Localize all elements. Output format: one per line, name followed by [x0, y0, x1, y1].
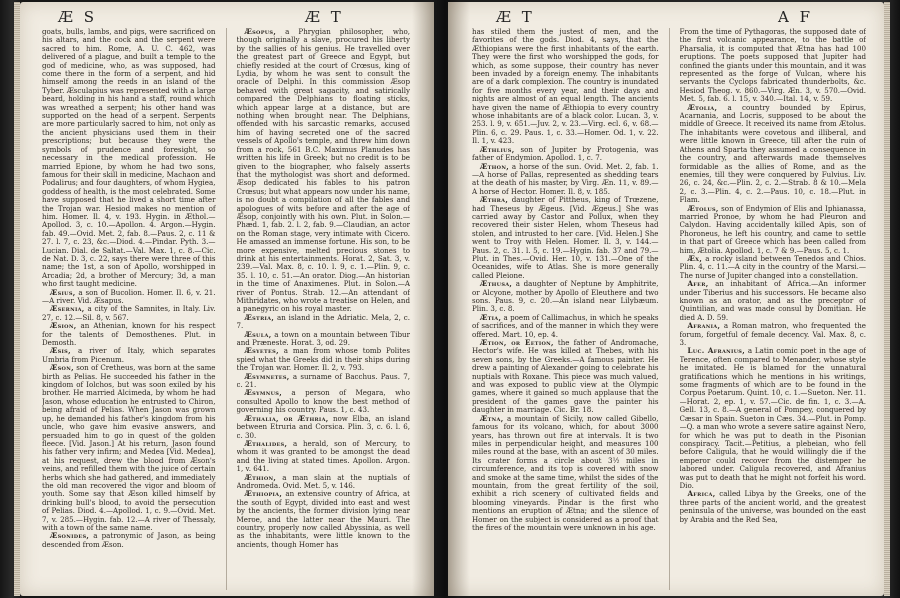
dictionary-entry [237, 28, 411, 314]
entry-headword: Æthra, [480, 195, 509, 205]
entry-headword: Æsymnus, [244, 388, 282, 398]
dictionary-entry [42, 322, 216, 347]
entry-text: a patronymic of Jason, as being descended from Æson. [42, 531, 216, 549]
entry-text: an island in the Adriatic. Mela, 2, c. 7. [236, 312, 410, 331]
dictionary-entry [42, 364, 216, 532]
dictionary-entry [237, 347, 411, 372]
entry-headword: Æthon, [480, 161, 509, 171]
dictionary-entry [680, 28, 867, 104]
entry-text: an extensive country of Africa, at the south of Egypt, divided into east and west by the ancients, the former division lying near Meroe, and the latter near the Mauri. The country, properly now called Abyssinia, as well as the inhabitants, were little known to the ancients, though Homer has [236, 489, 410, 549]
entry-text: a son of Bucolion. Homer. Il. 6, v. 21.—A river. Vid. Æsapus. [42, 287, 216, 305]
entry-text: son of Endymion of Elis and Iphianassa, married Pronoe, by whom he had Pleuron and Calydon. Having accidentally killed Apis, son of Phoroneus, he left his country, and came to settle in that part of Greece which has been called from him, Ætolia. Apollod. 1, c. 7 & 9.—Paus. 5, c. 1. [679, 203, 866, 255]
entry-headword: Æthalia, or Æthria, [244, 413, 329, 423]
entry-headword: Æthalides, [244, 438, 288, 448]
left-page-column-2 [237, 28, 411, 590]
entry-headword: Æsernia, [50, 304, 85, 314]
entry-headword: Ætolia, [687, 102, 718, 112]
entry-text: a poem of Callimachus, in which he speaks of sacrifices, and of the manner in which they were offered. Mart. 10, ep. 4. [472, 312, 659, 339]
entry-headword: Æthusa, [480, 279, 513, 289]
dictionary-entry [42, 289, 216, 306]
running-head-left-right: Æ T [305, 8, 344, 26]
entry-text: a Phrygian philosopher, who, though originally a slave, procured his liberty by the sallies of his genius. He travelled over the greatest part of Greece and Egypt, but chiefly resided at the court of Crœsus, king of Lydia, by whom he was sent to consult the oracle of Delphi. In this commission Æsop behaved with great sagacity, and satirically compared the Delphians to floating sticks, which appear large at a distance, but are nothing when brought near. The Delphians, offended with his sarcastic remarks, accused him of having secreted one of the sacred vessels of Apollo's temple, and threw him down from a rock, 561 B.C. Maximus Planudes has written his life in Greek; but no credit is to be given to the biographer, who falsely asserts that the mythologist was short and deformed. Æsop dedicated his fables to his patron Crœsus; but what appears now under his name, is no doubt a compilation of all the fables and apologues of wits before and after the age of Æsop, conjointly with his own. Plut. in Solon.—Phæd. 1, fab. 2. l. 2, fab. 9.—Claudian, an actor on the Roman stage, very intimate with Cicero. He amassed an immense fortune. His son, to be more expensive, melted precious stones to drink at his entertainments. Horat. 2, Sat. 3, v. 239.—Val. Max. 8, c. 10. l. 9, c. 1.—Plin. 9, c. 35. l. 10, c. 51.—An orator. Diog.—An historian in the time of Anaximenes. Plut. in Solon.—A river of Pontus. Strab. 12.—An attendant of Mithridates, who wrote a treatise on Helen, and a panegyric on his royal master. [236, 28, 410, 314]
entry-text: a man from whose tomb Polites spied what the Greeks did in their ships during the Trojan war. Homer. Il. 2, v. 793. [236, 346, 410, 373]
dictionary-entry [42, 305, 216, 322]
right-page-edge [884, 2, 890, 596]
dictionary-entry [237, 415, 411, 440]
entry-headword: Æsonides, [50, 531, 90, 541]
dictionary-entry [237, 331, 411, 348]
dictionary-entry [42, 28, 216, 289]
dictionary-entry [237, 373, 411, 390]
entry-text: has stiled them the justest of men, and the favorites of the gods. Diod. 4, says, that the Æthiopians were the first inhabitants of the earth. They were the first who worshipped the gods, for which, as some suppose, their country has never been invaded by a foreign enemy. The inhabitants are of a dark complexion. The country is inundated for five months every year, and their days and nights are almost of an equal length. The ancients have given the name of Æthiopia to every country whose inhabitants are of a black color. Lucan. 3, v. 253. l. 9, v. 651.—Juv. 2, v. 23.—Virg. ecl. 6, v. 68.—Plin. 6, c. 29. Paus. 1, c. 33.—Homer. Od. 1, v. 22. Il. 1, v. 423. [472, 28, 659, 146]
column-divider [669, 28, 670, 590]
entry-headword: Æthlius, [480, 144, 515, 154]
entry-headword: Æsius, [50, 287, 76, 297]
entry-text: a man slain at the nuptials of Andromeda. Ovid. Met. 5, v. 146. [236, 472, 410, 490]
entry-headword: Æsion, [50, 321, 77, 331]
dictionary-entry [237, 440, 411, 474]
entry-text: now Elba, an island between Etruria and Corsica. Plin. 3, c. 6. l. 6, c. 30. [236, 413, 410, 440]
entry-text: a rocky island between Tenedos and Chios. Plin. 4, c. 11.—A city in the country of the Marsi.—The nurse of Jupiter changed into a constellation. [679, 253, 866, 280]
dictionary-entry [237, 314, 411, 331]
dictionary-entry [472, 314, 659, 339]
dictionary-entry [237, 490, 411, 549]
dictionary-entry [237, 389, 411, 414]
entry-headword: Africa, [687, 489, 716, 499]
entry-headword: Æsyetes, [244, 346, 279, 356]
entry-text: a daughter of Neptune by Amphitrite, or Alcyone, mother by Apollo of Eleuthere and two sons. Paus. 9, c. 20.—An island near Lilybæum. Plin. 3, c. 8. [472, 279, 659, 314]
entry-headword: Æsymnetes, [244, 371, 290, 381]
entry-text: son of Jupiter by Protogenia, was father of Endymion. Apollod. 1, c. 7. [472, 144, 659, 163]
running-head-right-left: Æ T [496, 8, 535, 26]
dictionary-entry [472, 146, 659, 163]
entry-headword: Æthiopia, [244, 489, 283, 499]
dictionary-entry [472, 280, 659, 314]
entry-text: From the time of Pythagoras, the supposed date of the first volcanic appearance, to the battle of Pharsalia, it is computed that Ætna has had 100 eruptions. The poets supposed that Jupiter had confined the giants under this mountain, and it was represented as the forge of Vulcan, where his servants the Cyclops fabricated thunderbolts, &c. Hesiod Theog. v. 860.—Virg. Æn. 3, v. 570.—Ovid. Met. 5, fab. 6. l. 15, v. 340.—Ital. 14, v. 59. [679, 28, 866, 104]
dictionary-entry [680, 255, 867, 280]
entry-text: an inhabitant of Africa.—An informer under Tiberius and his successors. He became also known as an orator, and as the preceptor of Quintilian, and was made consul by Domitian. He died A. D. 59. [679, 279, 866, 322]
dictionary-entry [680, 490, 867, 524]
left-page-columns [42, 28, 410, 590]
left-page-column-1 [42, 28, 216, 590]
dictionary-entry [472, 28, 659, 146]
entry-headword: Luc. Afranius, [687, 346, 745, 356]
entry-headword: Ætion, or Eetion, [480, 338, 554, 348]
entry-text: an Athenian, known for his respect for the talents of Demosthenes. Plut. in Demosth. [42, 321, 216, 348]
entry-text: a country bounded by Epirus, Acarnania, and Locris, supposed to be about the middle of Greece. It received its name from Ætolus. The inhabitants were covetous and illiberal, and were little known in Greece, till after the ruin of Athens and Sparta they assumed a consequence in the country, and afterwards made themselves formidable as the allies of Rome, and as the enemies, till they were conquered by Fulvius. Liv. 26, c. 24, &c.—Plin. 2, c. 2.—Strab. 8 & 10.—Mela 2, c. 3.—Plin. 4, c. 2.—Paus. 10, c. 18.—Plut. in Flam. [679, 102, 866, 205]
entry-headword: Æsula, [244, 329, 272, 339]
entry-text: a horse of the sun. Ovid. Met. 2, fab. 1.—A horse of Pallas, represented as shedding tears at the death of his master, by Virg. Æn. 11, v. 89.—A horse of Hector. Homer. Il. 8, v. 185. [472, 161, 659, 196]
dictionary-entry [237, 474, 411, 491]
entry-text: a Latin comic poet in the age of Terence, often compared to Menander, whose style he imitated. He is blamed for the unnatural gratifications which he mentions in his writings, some fragments of which are to be found in the Corpus Poetarum. Quint. 10, c. 1.—Sueton. Ner. 11.—Horat. 2, ep. 1, v. 57.—Cic. de fin. 1, c. 3.—A. Gell. 13, c. 8.—A general of Pompey, conquered by Cæsar in Spain. Sueton in Cæs. 34.—Plut. in Pomp.—Q. a man who wrote a severe satire against Nero, for which he was put to death in the Pisonian conspiracy. Tacit.—Petitius, a plebeian, who fell before Caligula, that he would willingly die if the emperor could recover from the distemper he labored under. Caligula recovered, and Afranius was put to death that he might not forfeit his word. Dio. [679, 346, 866, 490]
entry-text: a town on a mountain between Tibur and Præneste. Horat. 3, od. 29. [236, 329, 410, 348]
entry-headword: Afrania, [687, 321, 721, 331]
entry-headword: Æx, [687, 253, 703, 263]
entry-text: a city of the Samnites, in Italy. Liv. 27, c. 12.—Sil. 8, v. 567. [42, 304, 216, 322]
running-head-left-left: Æ S [58, 8, 98, 26]
entry-text: goats, bulls, lambs, and pigs, were sacrificed on his altars, and the cock and the serpent were sacred to him. Rome, A. U. C. 462, was delivered of a plague, and built a temple to the god of medicine, who, as was supposed, had come there in the form of a serpent, and hid himself among the reeds in an island of the Tyber. Æsculapius was represented with a large beard, holding in his hand a staff, round which was wreathed a serpent; his other hand was supported on the head of a serpent. Serpents are more particularly sacred to him, not only as the ancient physicians used them in their prescriptions; but because they were the symbols of prudence and foresight, so necessary in the medical profession. He married Epione, by whom he had two sons, famous for their skill in medicine, Machaon and Podalirus; and four daughters, of whom Hygiea, goddess of health, is the most celebrated. Some have supposed that he lived a short time after the Trojan war. Hesiod makes no mention of him. Homer. Il. 4, v. 193. Hygin. in Æthol.—Apollod. 3, c. 10.—Apollon. 4. Argon.—Hygin. fab. 49.—Ovid. Met. 2, fab. 8.—Paus. 2, c. 11 & 27. l. 7, c. 23, &c.—Diod. 4.—Pindar. Pyth. 3.—Lucian. Dial. de Saltat.—Val. Max. 1, c. 8.—Cic. de Nat. D. 3, c. 22, says there were three of this name; the 1st, a son of Apollo, worshipped in Arcadia; 2d, a brother of Mercury; 3d, a man who first taught medicine. [42, 28, 216, 289]
entry-text: the father of Andromache, Hector's wife. He was killed at Thebes, with his seven sons, by the Greeks.—A famous painter. He drew a painting of Alexander going to celebrate his nuptials with Roxane. This piece was much valued, and was exposed to public view at the Olympic games, where it gained so much applause that the president of the games gave the painter his daughter in marriage. Cic. Br. 18. [472, 338, 659, 415]
entry-text: a surname of Bacchus. Paus. 7, c. 21. [236, 371, 410, 390]
dictionary-entry [680, 322, 867, 347]
dictionary-entry [472, 196, 659, 280]
dictionary-entry [680, 104, 867, 205]
dictionary-entry [472, 415, 659, 533]
entry-headword: Ætia, [480, 312, 502, 322]
entry-headword: Æstria, [244, 312, 275, 322]
entry-text: a person of Megara, who consulted Apollo to know the best method of governing his country. Paus. 1, c. 43. [236, 388, 410, 415]
dictionary-entry [680, 280, 867, 322]
entry-headword: Æsis, [50, 346, 71, 356]
entry-text: a mountain of Sicily, now called Gibello, famous for its volcano, which, for about 3000 years, has thrown out fire at intervals. It is two miles in perpendicular height, and measures 100 miles round at the base, with an ascent of 30 miles. Its crater forms a circle about 3½ miles in circumference, and its top is covered with snow and smoke at the same time, whilst the sides of the mountain, from the great fertility of the soil, exhibit a rich scenery of cultivated fields and blooming vineyards. Pindar is the first who mentions an eruption of Ætna; and the silence of Homer on the subject is considered as a proof that the fires of the mountain were unknown in his age. [472, 413, 659, 532]
entry-text: a river of Italy, which separates Umbria from Picenum. [42, 346, 216, 364]
right-page-column-2 [680, 28, 867, 590]
entry-text: a Roman matron, who frequented the forum, forgetful of female decency. Val. Max. 8, c. 3. [679, 321, 866, 348]
dictionary-entry [42, 532, 216, 549]
entry-headword: Ætolus, [687, 203, 719, 213]
right-page-column-1 [472, 28, 659, 590]
dictionary-entry [680, 347, 867, 490]
column-divider [226, 28, 227, 590]
entry-headword: Æsopus, [244, 28, 277, 36]
entry-text: son of Cretheus, was born at the same birth as Pelias. He succeeded his father in the kingdom of Iolchos, but was soon exiled by his brother. He married Alcimeda, by whom he had Jason, whose education he entrusted to Chiron, being afraid of Pelias. When Jason was grown up, he demanded his father's kingdom from his uncle, who gave him evasive answers, and persuaded him to go in quest of the golden fleece. [Vid. Jason.] At his return, Jason found his father very infirm; and Medea [Vid. Medea], at his request, drew the blood from Æson's veins, and refilled them with the juice of certain herbs which she had gathered, and immediately the old man recovered the vigor and bloom of youth. Some say that Æson killed himself by drinking bull's blood, to avoid the persecution of Pelias. Diod. 4.—Apollod. 1, c. 9.—Ovid. Met. 7, v. 285.—Hygin. fab. 12.—A river of Thessaly, with a town of the same name. [42, 363, 216, 532]
dictionary-entry [472, 339, 659, 415]
entry-text: a herald, son of Mercury, to whom it was granted to be amongst the dead and the living at stated times. Apollon. Argon. 1, v. 641. [236, 438, 410, 474]
dictionary-entry [42, 347, 216, 364]
entry-headword: Afer, [687, 279, 709, 289]
right-page [448, 2, 884, 596]
entry-headword: Ætna, [480, 413, 504, 423]
dictionary-entry [472, 163, 659, 197]
entry-text: called Libya by the Greeks, one of the three parts of the ancient world, and the greatest peninsula of the universe, was bounded on the east by Arabia and the Red Sea, [679, 489, 866, 524]
entry-headword: Æson, [50, 363, 74, 373]
dictionary-entry [680, 205, 867, 255]
left-page [20, 2, 434, 596]
right-page-columns [472, 28, 866, 590]
entry-text: daughter of Pittheus, king of Trœzene, had Theseus by Ægeus. [Vid. Ægeus.] She was carried away by Castor and Pollux, when they recovered their sister Helen, whom Theseus had stolen, and intrusted to her care. [Vid. Helen.] She went to Troy with Helen. Homer. Il. 3, v. 144.—Paus. 2, c. 31. l. 5, c. 19.—Hygin. fab. 37 and 79.—Plut. in Thes.—Ovid. Her. 10, v. 131.—One of the Oceanides, wife to Atlas. She is more generally called Pleione. [472, 195, 659, 280]
running-head-right-right: A F [778, 8, 814, 26]
entry-headword: Æthion, [244, 472, 277, 482]
